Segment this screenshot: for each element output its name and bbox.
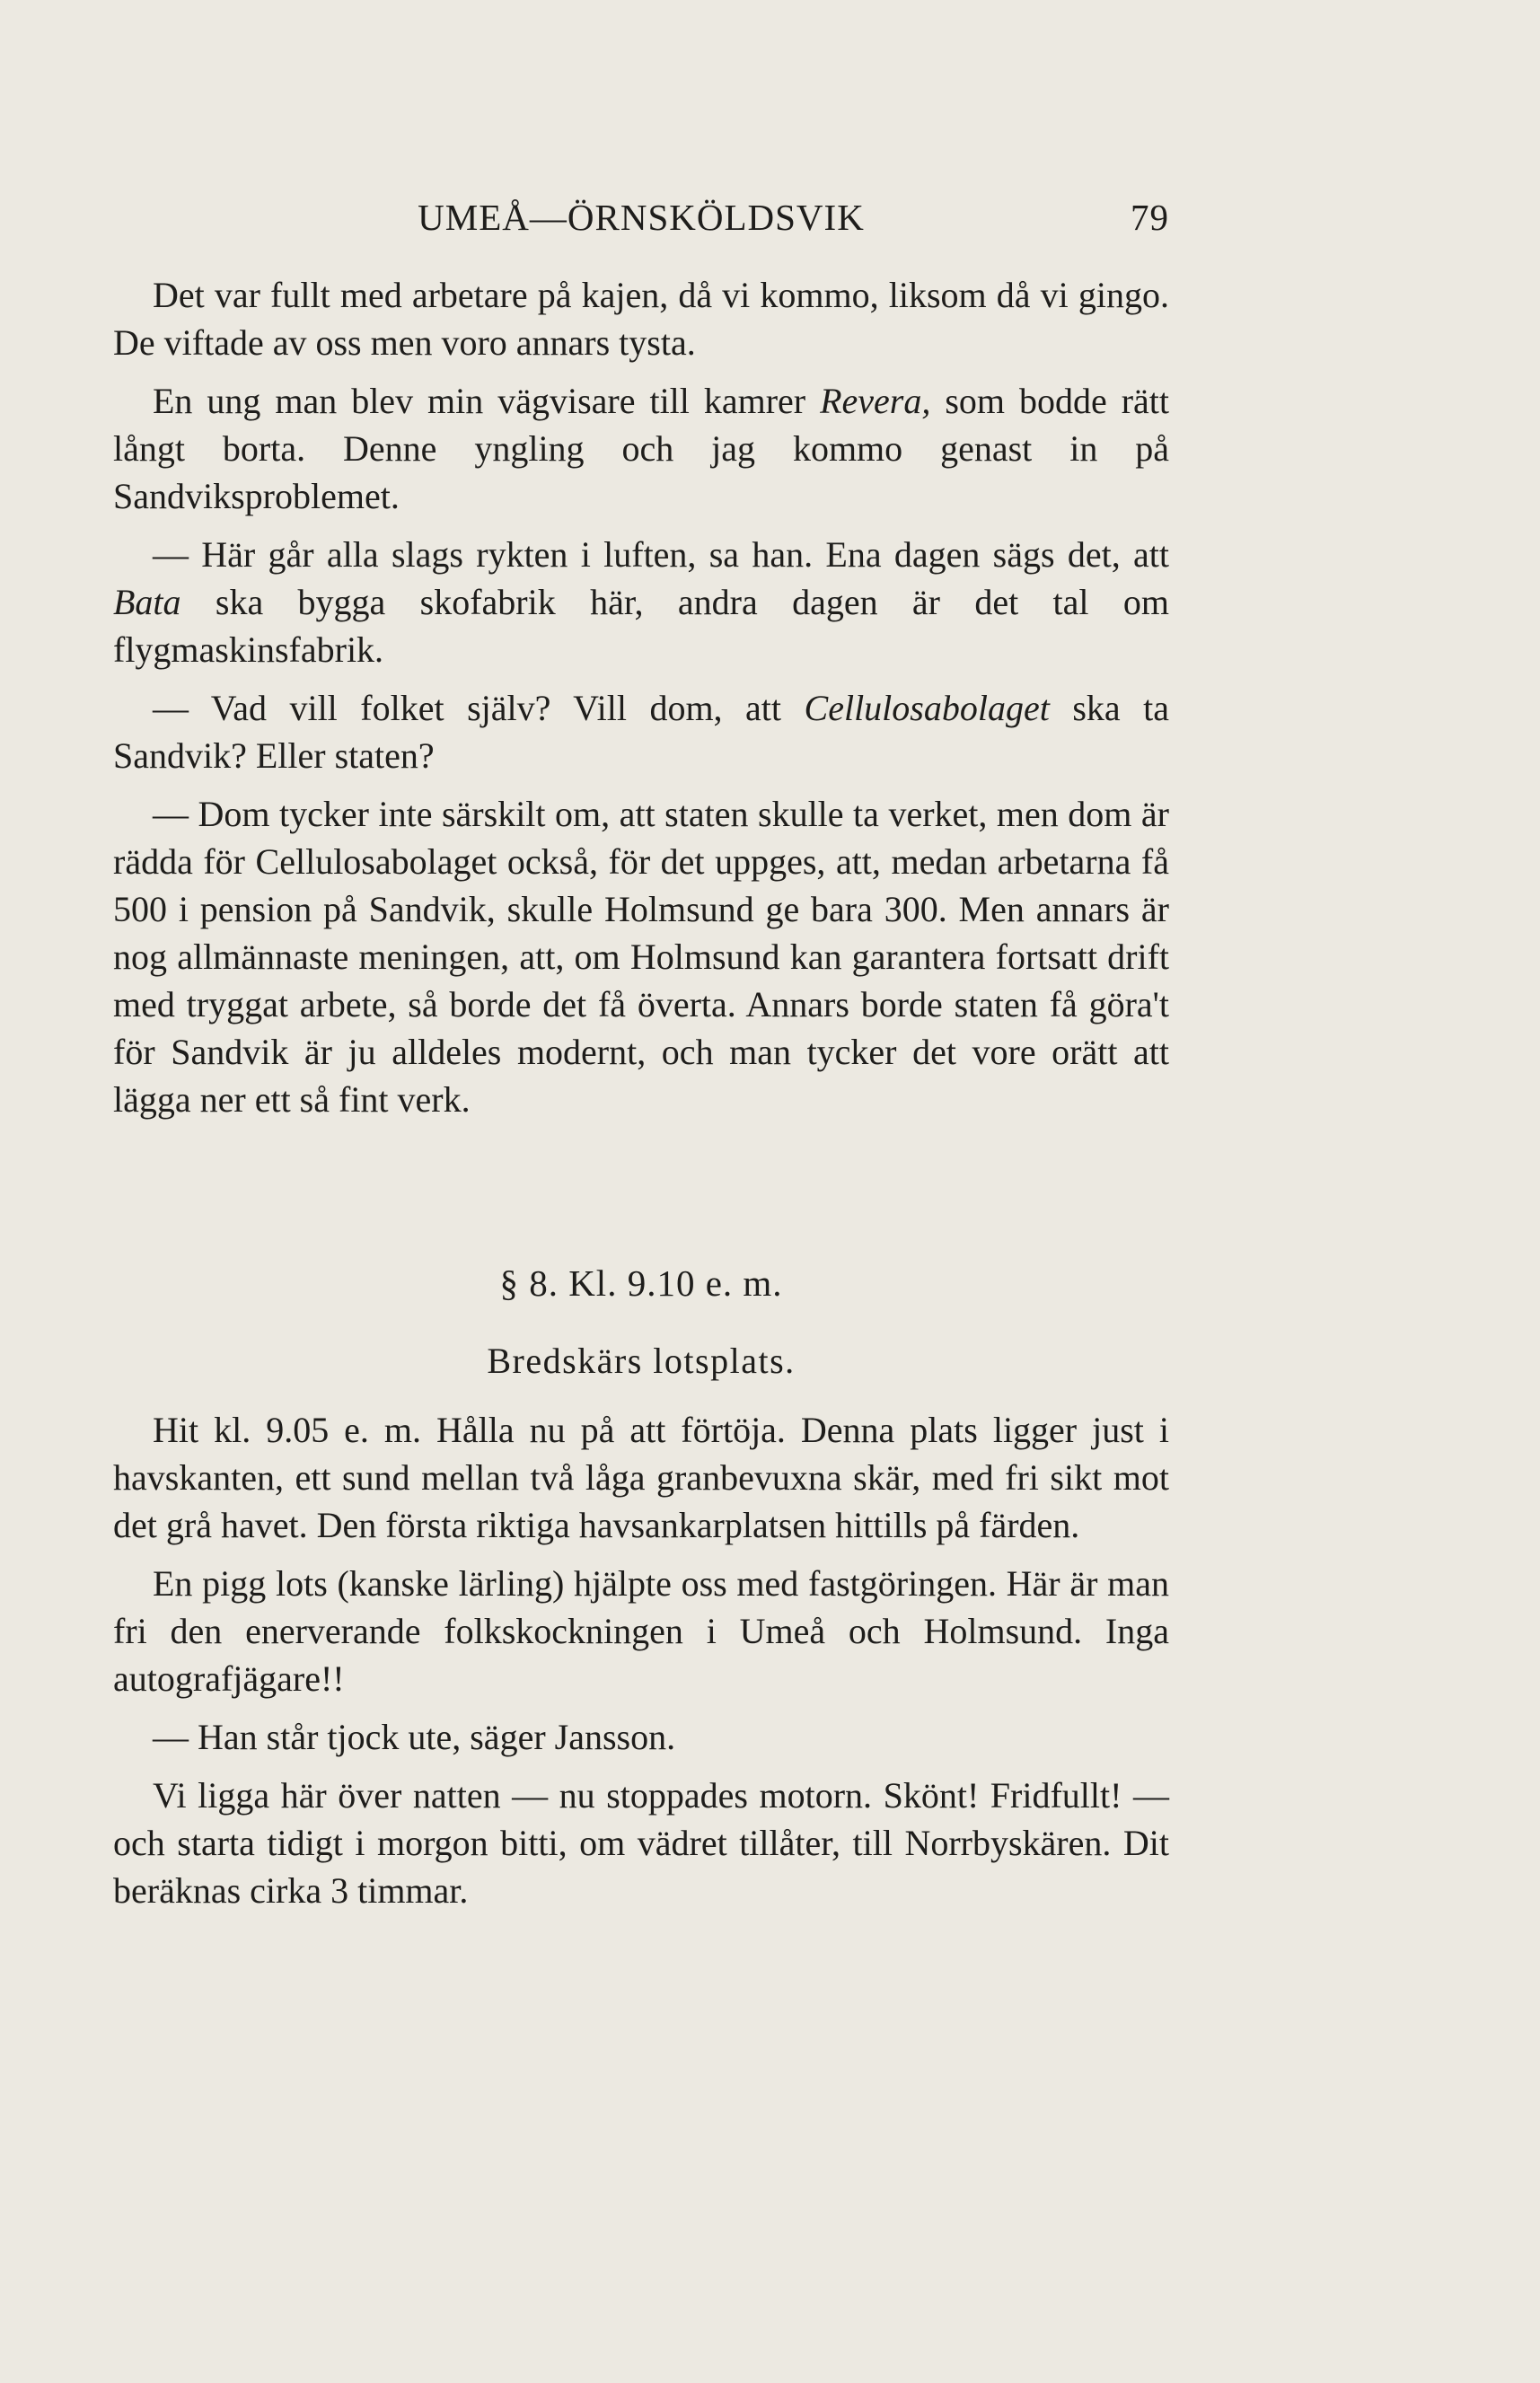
text-run: — Vad vill folket själv? Vill dom, att xyxy=(153,688,805,728)
paragraph: Det var fullt med arbetare på kajen, då vi kommo, liksom då vi gingo. De viftade av oss men voro annars tysta. xyxy=(113,275,1169,363)
text-block-umea xyxy=(113,271,1169,1123)
text-block-bredskar xyxy=(113,1406,1169,1914)
text-run: som bodde rätt långt borta. Denne yngling och jag kommo genast in på Sandviksproblemet. xyxy=(113,381,1170,516)
paragraph xyxy=(113,377,1169,520)
book-page xyxy=(113,0,1169,2383)
emphasis-name: Revera, xyxy=(820,381,931,421)
emphasis-name: Bata xyxy=(113,582,181,622)
paragraph: Vi ligga här över natten — nu stoppades motorn. Skönt! Fridfullt! — och starta tidigt i morgon bitti, om vädret tillåter, till Norrbyskären. Dit beräknas cirka 3 timmar. xyxy=(113,1775,1169,1911)
emphasis-name: Cellulosabolaget xyxy=(804,688,1050,728)
place-heading: Bredskärs lotsplats. xyxy=(487,1341,796,1381)
paragraph: — Han står tjock ute, säger Jansson. xyxy=(153,1717,676,1757)
paragraph: En pigg lots (kanske lärling) hjälpte oss med fastgöringen. Här är man fri den enerverande folkskockningen i Umeå och Holmsund. Inga autografjägare!! xyxy=(113,1563,1169,1699)
paragraph xyxy=(113,531,1169,673)
section-heading: § 8. Kl. 9.10 e. m. xyxy=(499,1262,783,1304)
running-title: UMEÅ—ÖRNSKÖLDSVIK xyxy=(418,197,865,238)
text-run: En ung man blev min vägvisare till kamrer xyxy=(153,381,821,421)
page-header xyxy=(113,196,1169,250)
paragraph: Hit kl. 9.05 e. m. Hålla nu på att förtöja. Denna plats ligger just i havskanten, ett sund mellan två låga granbevuxna skär, med fri sikt mot det grå havet. Den första riktiga havsankarplatsen hittills på färden. xyxy=(113,1410,1169,1545)
page-number: 79 xyxy=(1131,197,1169,238)
paragraph xyxy=(113,684,1169,779)
text-run: — Här går alla slags rykten i luften, sa han. Ena dagen sägs det, att xyxy=(153,534,1169,575)
text-run: ska ta Sandvik? Eller staten? xyxy=(113,688,1170,776)
paragraph: — Dom tycker inte särskilt om, att staten skulle ta verket, men dom är rädda för Cellulosabolaget också, för det uppges, att, medan arbetarna få 500 i pension på Sandvik, skulle Holmsund ge bara 300. Men annars är nog allmännaste meningen, att, om Holmsund kan garantera fortsatt drift med tryggat arbete, så borde det få överta. Annars borde staten få göra't för Sandvik är ju alldeles modernt, och man tycker det vore orätt att lägga ner ett så fint verk. xyxy=(113,794,1169,1120)
text-run: ska bygga skofabrik här, andra dagen är det tal om flygmaskinsfabrik. xyxy=(113,582,1169,670)
